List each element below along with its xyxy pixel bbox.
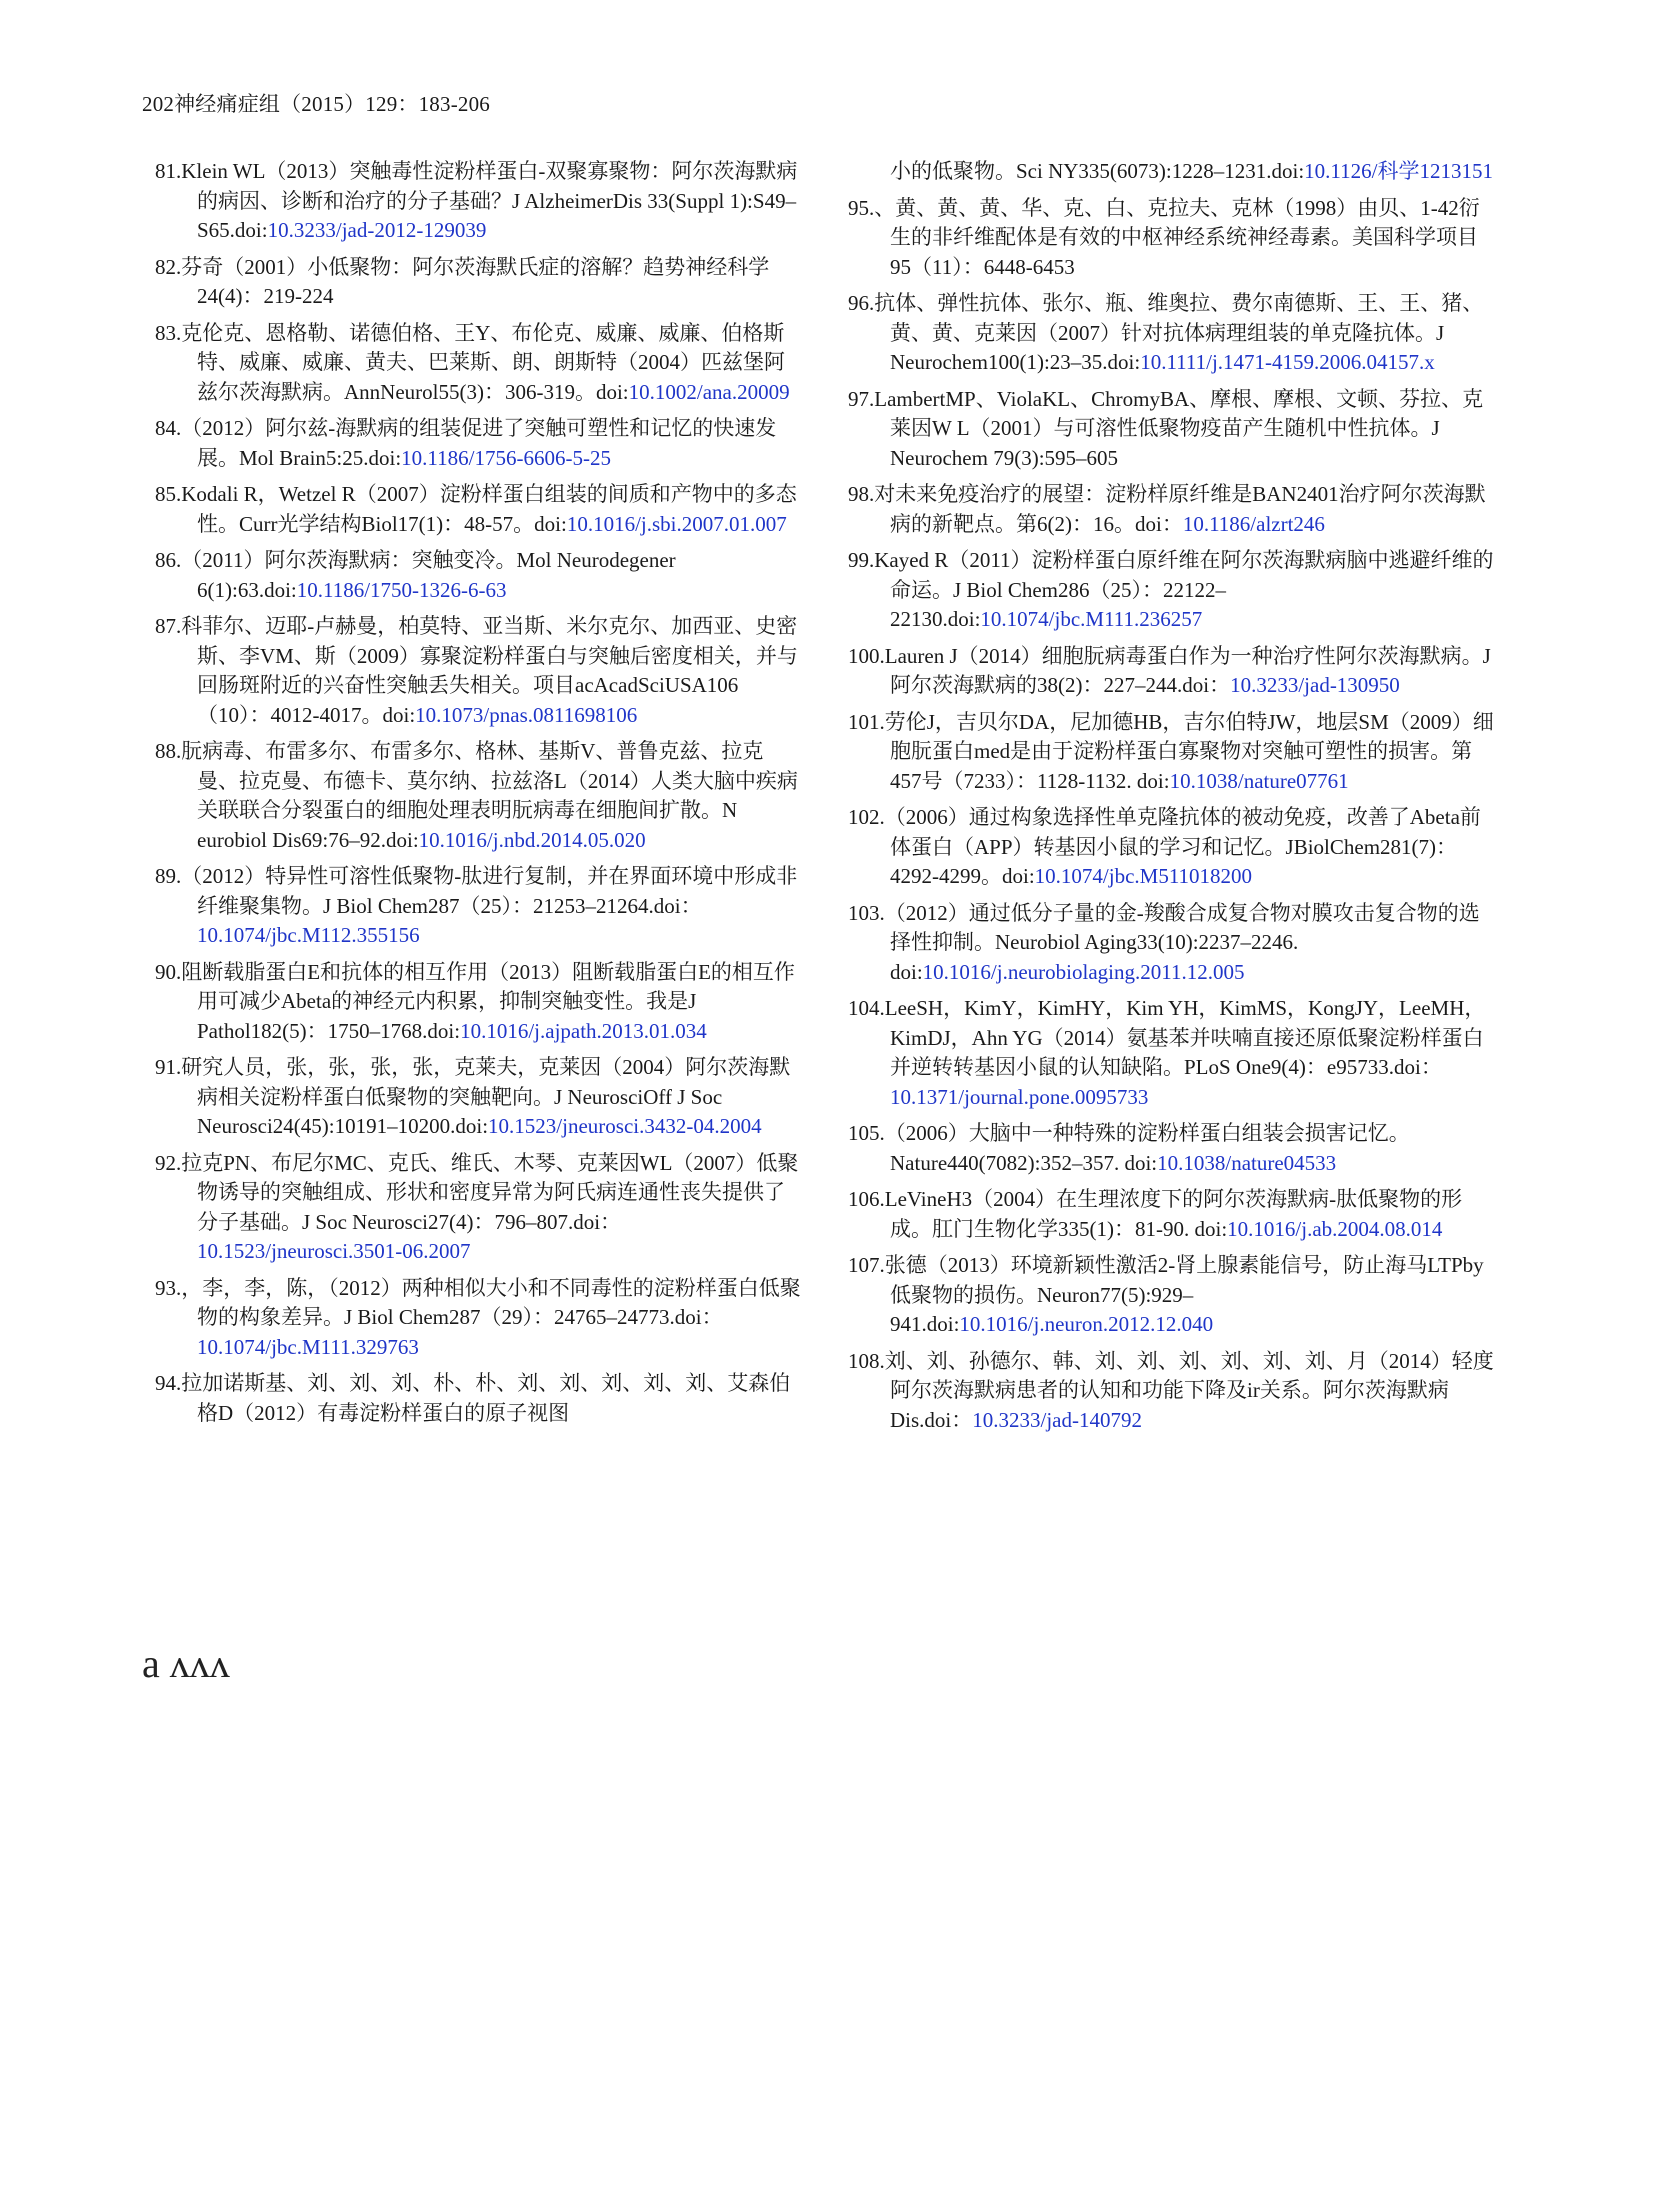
reference-column-right <box>848 157 1498 1442</box>
reference-item <box>155 737 805 855</box>
reference-text: 85.Kodali R，Wetzel R（2007）淀粉样蛋白组装的间质和产物中的多态性。Curr光学结构Biol17(1)：48-57。doi: <box>155 482 797 536</box>
reference-text: 96.抗体、弹性抗体、张尔、瓶、维奥拉、费尔南德斯、王、王、猪、黄、黄、克莱因（2007）针对抗体病理组装的单克隆抗体。J Neurochem100(1):23–35.doi: <box>848 291 1484 374</box>
doi-link[interactable]: 10.1074/jbc.M111.329763 <box>197 1334 419 1359</box>
reference-text: 93.，李，李，陈，（2012）两种相似大小和不同毒性的淀粉样蛋白低聚物的构象差异。J Biol Chem287（29）：24765–24773.doi： <box>155 1275 801 1329</box>
reference-text: 87.科菲尔、迈耶-卢赫曼，柏莫特、亚当斯、米尔克尔、加西亚、史密斯、李VM、斯（2009）寡聚淀粉样蛋白与突触后密度相关，并与回肠斑附近的兴奋性突触丢失相关。项目acAcadSciUSA106（10）：4012-4017。doi: <box>155 614 798 727</box>
reference-item <box>848 194 1498 283</box>
reference-text: 84.（2012）阿尔兹-海默病的组装促进了突触可塑性和记忆的快速发展。Mol Brain5:25.doi: <box>155 416 777 470</box>
reference-item <box>848 1185 1498 1244</box>
reference-item <box>848 1251 1498 1340</box>
reference-item <box>848 642 1498 701</box>
doi-link[interactable]: 10.1186/1750-1326-6-63 <box>296 577 507 602</box>
reference-text: 90.阻断载脂蛋白E和抗体的相互作用（2013）阻断载脂蛋白E的相互作用可减少Abeta的神经元内积累，抑制突触变性。我是J Pathol182(5)：1750–1768.doi: <box>155 959 795 1043</box>
reference-item <box>155 612 805 730</box>
reference-text: 105.（2006）大脑中一种特殊的淀粉样蛋白组装会损害记忆。Nature440(7082):352–357. doi: <box>848 1121 1410 1175</box>
reference-item <box>848 546 1498 635</box>
reference-text: 95.、黄、黄、黄、华、克、白、克拉夫、克林（1998）由贝、1-42衍生的非纤维配体是有效的中枢神经系统神经毒素。美国科学项目95（11）：6448-6453 <box>848 195 1480 279</box>
doi-link[interactable]: 10.1523/jneurosci.3501-06.2007 <box>197 1239 471 1263</box>
reference-text: 97.LambertMP、ViolaKL、ChromyBA、摩根、摩根、文顿、芬拉、克莱因W L（2001）与可溶性低聚物疫苗产生随机中性抗体。J Neurochem 79(3):595–605 <box>848 386 1484 470</box>
reference-item <box>155 1053 805 1142</box>
reference-text: 81.Klein WL（2013）突触毒性淀粉样蛋白-双聚寡聚物：阿尔茨海默病的病因、诊断和治疗的分子基础？J AlzheimerDis 33(Suppl 1):S49–S65.doi: <box>155 159 798 242</box>
reference-text: 108.刘、刘、孙德尔、韩、刘、刘、刘、刘、刘、刘、月（2014）轻度阿尔茨海默病患者的认知和功能下降及ir关系。阿尔茨海默病Dis.doi： <box>848 1348 1494 1432</box>
doi-link[interactable]: 10.1016/j.sbi.2007.01.007 <box>566 511 787 536</box>
doi-link[interactable]: 10.1126/科学1213151 <box>1304 159 1493 183</box>
doi-link[interactable]: 10.1016/j.neurobiolaging.2011.12.005 <box>922 959 1245 984</box>
reference-item <box>848 385 1498 474</box>
reference-item <box>155 862 805 951</box>
doi-link[interactable]: 10.1523/jneurosci.3432-04.2004 <box>488 1114 762 1138</box>
reference-item <box>155 546 805 605</box>
reference-text: 88.朊病毒、布雷多尔、布雷多尔、格林、基斯V、普鲁克兹、拉克曼、拉克曼、布德卡、莫尔纳、拉兹洛L（2014）人类大脑中疾病关联联合分裂蛋白的细胞处理表明朊病毒在细胞间扩散。N eurobiol Dis69:76–92.doi: <box>155 739 798 852</box>
reference-text: 89.（2012）特异性可溶性低聚物-肽进行复制，并在界面环境中形成非纤维聚集物。J Biol Chem287（25）：21253–21264.doi： <box>155 864 798 918</box>
running-header: 202神经痛症组（2015）129：183-206 <box>142 92 490 116</box>
reference-text: 100.Lauren J（2014）细胞朊病毒蛋白作为一种治疗性阿尔茨海默病。J阿尔茨海默病的38(2)：227–244.doi： <box>848 643 1491 697</box>
doi-link[interactable]: 10.1038/nature04533 <box>1157 1150 1337 1175</box>
reference-item <box>848 480 1498 539</box>
reference-item <box>155 414 805 473</box>
reference-item <box>155 157 805 246</box>
doi-link[interactable]: 10.1074/jbc.M511018200 <box>1034 864 1253 888</box>
reference-text: 86.（2011）阿尔茨海默病：突触变冷。Mol Neurodegener 6(1):63.doi: <box>155 548 676 602</box>
reference-text: 83.克伦克、恩格勒、诺德伯格、王Y、布伦克、威廉、威廉、伯格斯特、威廉、威廉、黄夫、巴莱斯、朗、朗斯特（2004）匹兹堡阿兹尔茨海默病。AnnNeurol55(3)：306-319。doi: <box>155 320 785 404</box>
reference-text: 102.（2006）通过构象选择性单克隆抗体的被动免疫，改善了Abeta前体蛋白（APP）转基因小鼠的学习和记忆。JBiolChem281(7)：4292-4299。doi: <box>848 805 1481 888</box>
doi-link[interactable]: 10.1111/j.1471-4159.2006.04157.x <box>1140 350 1435 374</box>
reference-text: 99.Kayed R（2011）淀粉样蛋白原纤维在阿尔茨海默病脑中逃避纤维的命运。J Biol Chem286（25）：22122–22130.doi: <box>848 548 1494 631</box>
reference-item <box>848 899 1498 988</box>
doi-link[interactable]: 10.1038/nature07761 <box>1169 768 1349 793</box>
reference-item <box>155 480 805 539</box>
footer-mark: a ʌʌʌ <box>142 1641 230 1686</box>
reference-item <box>848 708 1498 797</box>
reference-text: 小的低聚物。Sci NY335(6073):1228–1231.doi: <box>890 159 1305 183</box>
doi-link[interactable]: 10.3233/jad-2012-129039 <box>267 218 487 242</box>
reference-text: 104.LeeSH，KimY，KimHY，Kim YH，KimMS，KongJY，LeeMH，KimDJ，Ahn YG（2014）氨基苯并呋喃直接还原低聚淀粉样蛋白并逆转转基因小鼠的认知缺陷。PLoS One9(4)：e95733.doi： <box>848 996 1486 1079</box>
reference-text: 91.研究人员，张，张，张，张，克莱夫，克莱因（2004）阿尔茨海默病相关淀粉样蛋白低聚物的突触靶向。J NeurosciOff J Soc Neurosci24(45):10191–10200.doi: <box>155 1055 791 1138</box>
reference-item <box>155 319 805 408</box>
reference-text: 107.张德（2013）环境新颖性激活2-肾上腺素能信号，防止海马LTPby低聚物的损伤。Neuron77(5):929–941.doi: <box>848 1253 1484 1336</box>
reference-text: 106.LeVineH3（2004）在生理浓度下的阿尔茨海默病-肽低聚物的形成。肛门生物化学335(1)：81-90. doi: <box>848 1187 1463 1241</box>
reference-item <box>848 1347 1498 1436</box>
doi-link[interactable]: 10.1371/journal.pone.0095733 <box>890 1084 1149 1109</box>
reference-text: 92.拉克PN、布尼尔MC、克氏、维氏、木琴、克莱因WL（2007）低聚物诱导的突触组成、形状和密度异常为阿氏病连通性丧失提供了分子基础。J Soc Neurosci27(4)：796–807.doi： <box>155 1150 799 1234</box>
reference-text: 98.对未来免疫治疗的展望：淀粉样原纤维是BAN2401治疗阿尔茨海默病的新靶点。第6(2)：16。doi： <box>848 482 1486 536</box>
reference-column-left <box>155 157 805 1435</box>
reference-text: 82.芬奇（2001）小低聚物：阿尔茨海默氏症的溶解？趋势神经科学24(4)：219-224 <box>155 254 770 308</box>
reference-item <box>848 1119 1498 1178</box>
reference-item <box>848 289 1498 378</box>
doi-link[interactable]: 10.1186/alzrt246 <box>1182 511 1325 536</box>
doi-link[interactable]: 10.1016/j.nbd.2014.05.020 <box>418 827 646 852</box>
doi-link[interactable]: 10.1002/ana.20009 <box>628 379 790 404</box>
reference-item <box>848 994 1498 1112</box>
doi-link[interactable]: 10.1186/1756-6606-5-25 <box>401 445 611 470</box>
reference-item <box>155 253 805 312</box>
doi-link[interactable]: 10.3233/jad-140792 <box>972 1407 1142 1432</box>
doi-link[interactable]: 10.1074/jbc.M111.236257 <box>980 607 1203 631</box>
reference-item <box>155 1149 805 1267</box>
reference-text: 94.拉加诺斯基、刘、刘、刘、朴、朴、刘、刘、刘、刘、刘、艾森伯格D（2012）有毒淀粉样蛋白的原子视图 <box>155 1371 791 1425</box>
reference-continuation <box>848 157 1498 187</box>
reference-item <box>155 958 805 1047</box>
doi-link[interactable]: 10.1074/jbc.M112.355156 <box>197 923 420 947</box>
doi-link[interactable]: 10.1016/j.ajpath.2013.01.034 <box>460 1018 707 1043</box>
reference-text: 101.劳伦J，吉贝尔DA，尼加德HB，吉尔伯特JW，地层SM（2009）细胞朊蛋白med是由于淀粉样蛋白寡聚物对突触可塑性的损害。第457号（7233）：1128-1132. doi: <box>848 709 1494 793</box>
reference-item <box>155 1369 805 1428</box>
doi-link[interactable]: 10.3233/jad-130950 <box>1230 673 1400 697</box>
reference-text: 103.（2012）通过低分子量的金-羧酸合成复合物对膜攻击复合物的选择性抑制。Neurobiol Aging33(10):2237–2246. doi: <box>848 900 1480 984</box>
reference-item <box>848 803 1498 892</box>
doi-link[interactable]: 10.1016/j.neuron.2012.12.040 <box>959 1312 1214 1336</box>
doi-link[interactable]: 10.1016/j.ab.2004.08.014 <box>1227 1216 1443 1241</box>
doi-link[interactable]: 10.1073/pnas.0811698106 <box>415 702 638 727</box>
reference-item <box>155 1274 805 1363</box>
